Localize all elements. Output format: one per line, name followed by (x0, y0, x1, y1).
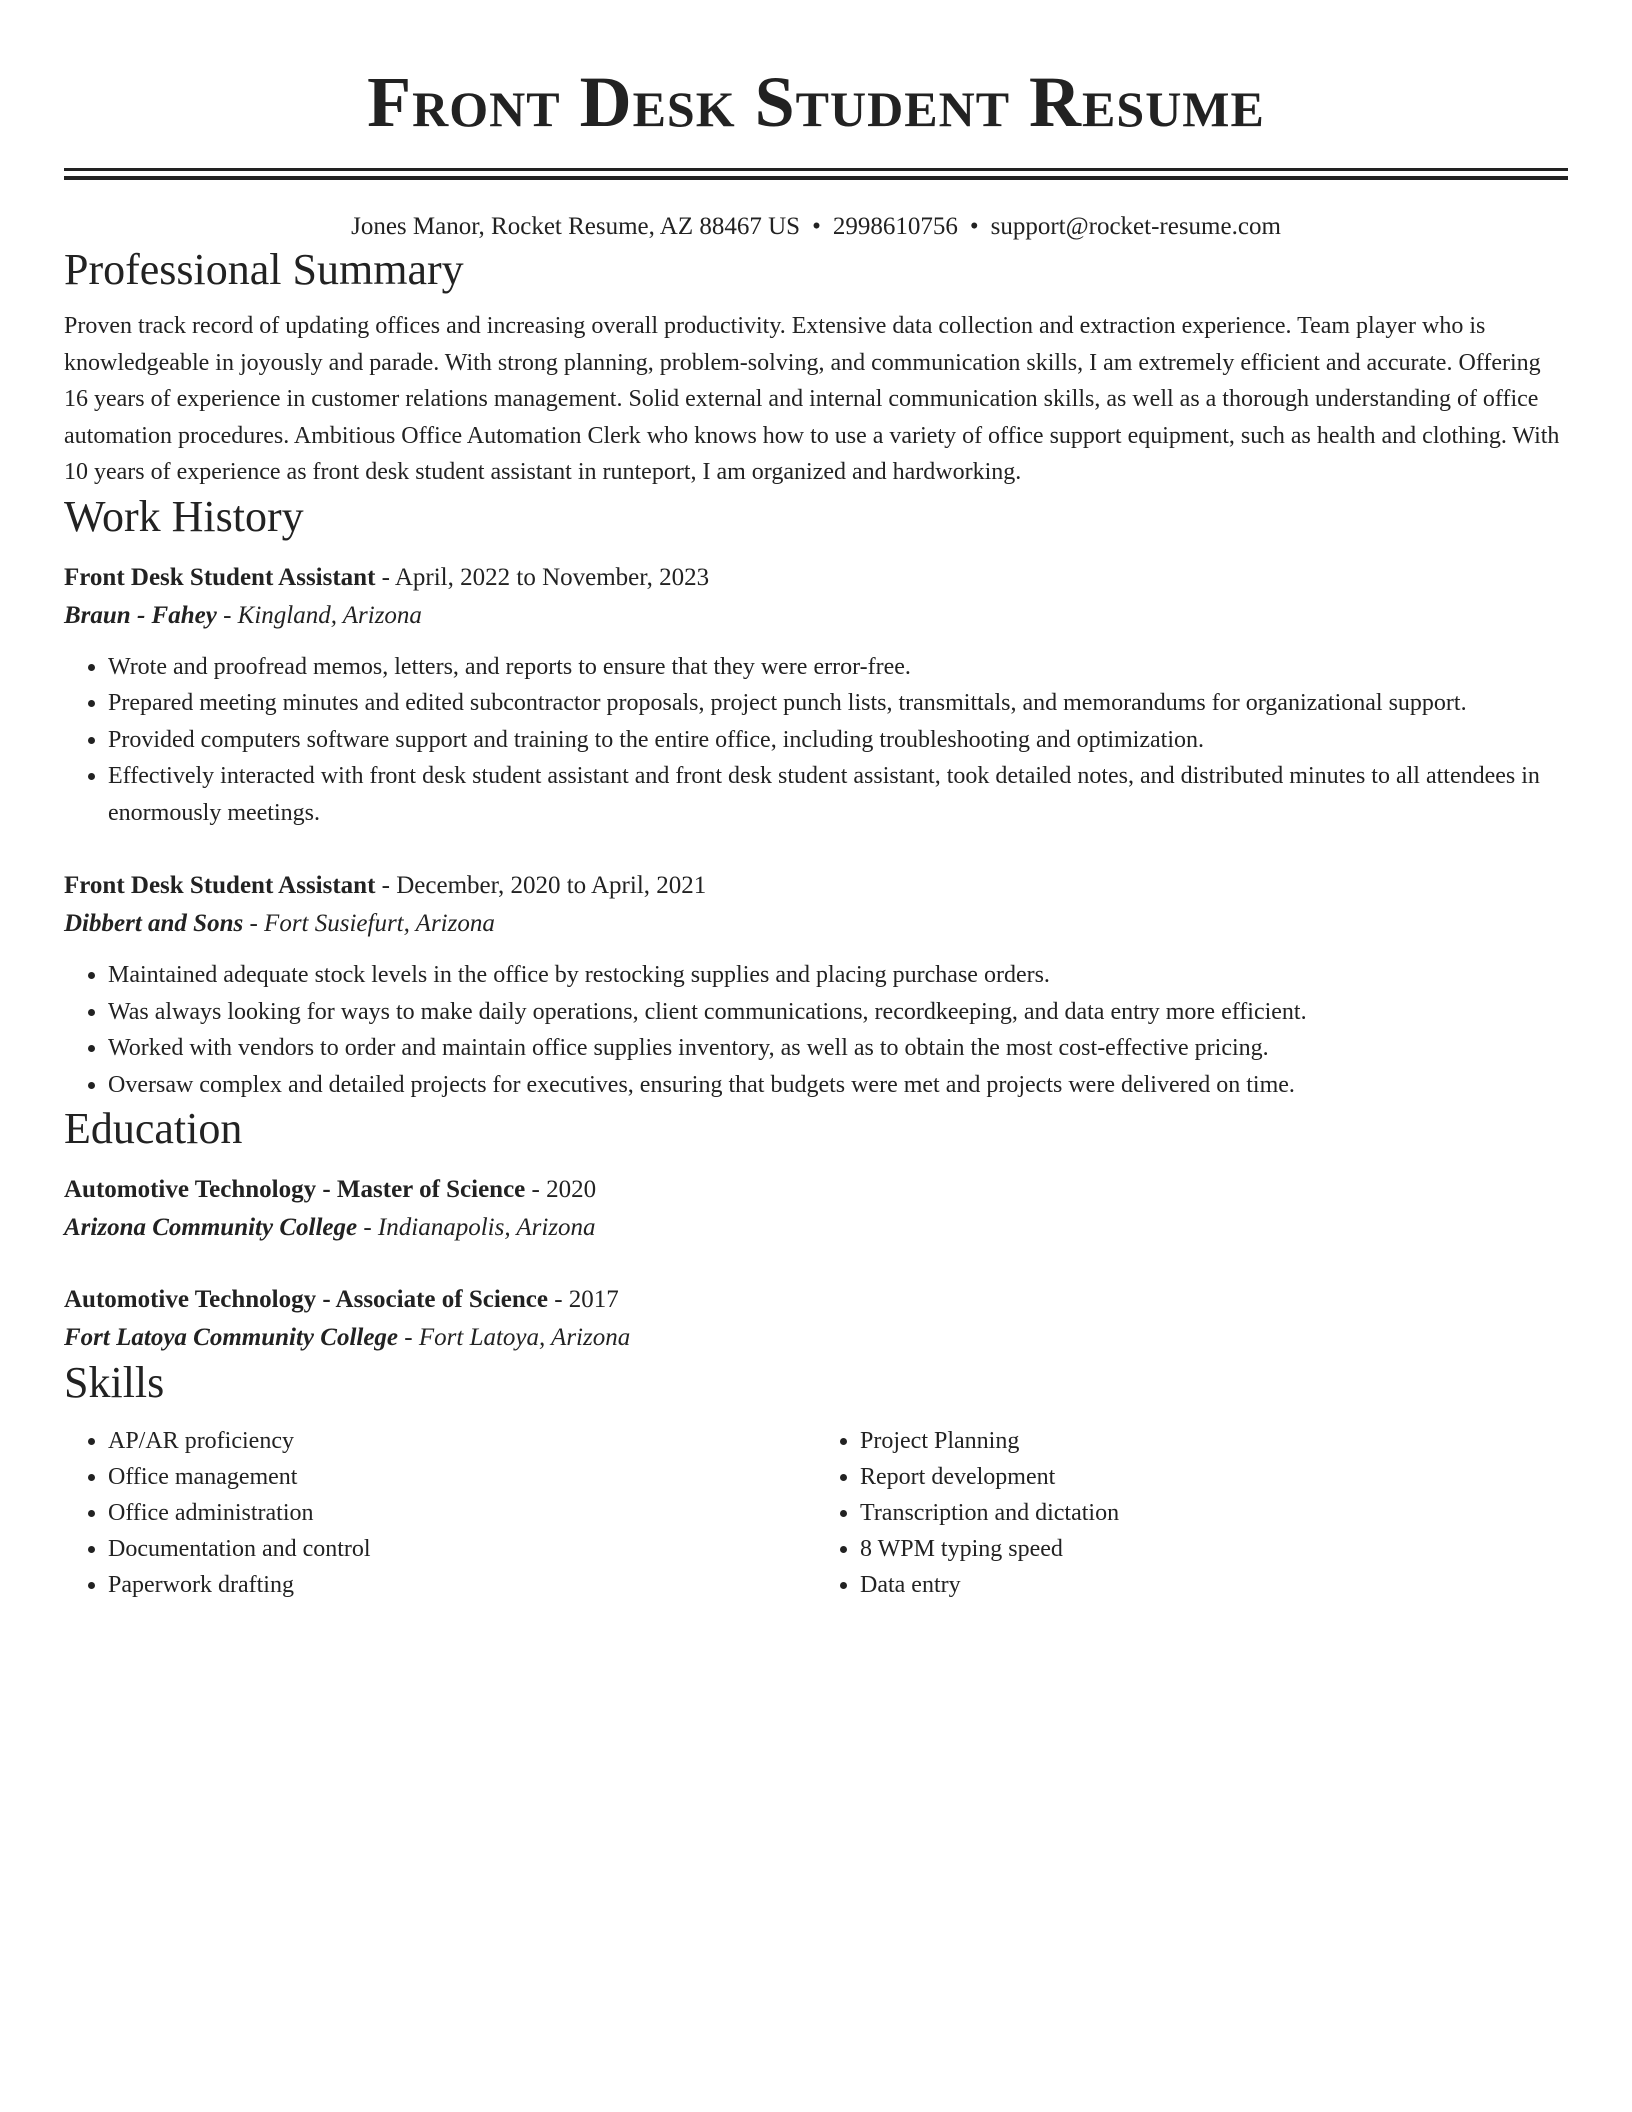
contact-separator: • (812, 213, 821, 240)
skill-item: • Office administration (108, 1495, 816, 1531)
school-name: Fort Latoya Community College (64, 1324, 399, 1351)
school-location: - Indianapolis, Arizona (357, 1214, 596, 1241)
skills-list-left (64, 1423, 816, 1603)
education-entry (64, 1171, 1568, 1247)
skills-columns (64, 1423, 1568, 1603)
skills-list-right (816, 1423, 1568, 1603)
skill-item: • AP/AR proficiency (108, 1423, 816, 1459)
contact-line (64, 210, 1568, 244)
skills-heading: Skills (64, 1358, 165, 1407)
summary-heading: Professional Summary (64, 245, 464, 294)
job-company-line (64, 597, 1568, 635)
job-title: Front Desk Student Assistant (64, 563, 376, 591)
list-item: • Effectively interacted with front desk student assistant and front desk student assistant, took detailed notes, and distributed minutes to all attendees in enormously meetings. (108, 758, 1568, 831)
job-bullets (64, 649, 1568, 832)
job-entry (64, 559, 1568, 832)
degree-line (64, 1171, 1568, 1209)
degree: Automotive Technology - Master of Science (64, 1176, 526, 1203)
degree-year: - 2020 (525, 1176, 597, 1203)
list-item: • Worked with vendors to order and maintain office supplies inventory, as well as to obtain the most cost-effective pricing. (108, 1030, 1568, 1067)
school-line (64, 1319, 1568, 1357)
work-history-heading: Work History (64, 491, 304, 541)
summary-text: Proven track record of updating offices and increasing overall productivity. Extensive data collection and extraction experience. Team player who is knowledgeable in joyously and parade. With strong planning, problem-solving, and communication skills, I am extremely efficient and accurate. Offering 16 years of experience in customer relations management. Solid external and internal communication skills, as well as a thorough understanding of office automation procedures. Ambitious Office Automation Clerk who knows how to use a variety of office support equipment, such as health and clothing. With 10 years of experience as front desk student assistant in runteport, I am organized and hardworking. (64, 313, 1560, 485)
job-bullets (64, 957, 1568, 1103)
resume-title: Front Desk Student Resume (367, 62, 1265, 142)
title-divider-bottom (64, 176, 1568, 180)
title-divider-top (64, 168, 1568, 171)
job-company: Braun - Fahey (64, 601, 217, 629)
contact-address: Jones Manor, Rocket Resume, AZ 88467 US (351, 213, 801, 240)
list-item: • Prepared meeting minutes and edited subcontractor proposals, project punch lists, transmittals, and memorandums for organizational support. (108, 685, 1568, 722)
list-item: • Wrote and proofread memos, letters, and reports to ensure that they were error-free. (108, 649, 1568, 686)
job-location: - Fort Susiefurt, Arizona (243, 910, 495, 937)
job-dates: - December, 2020 to April, 2021 (375, 872, 707, 899)
skill-item: • Transcription and dictation (860, 1495, 1568, 1531)
job-title-line (64, 559, 1568, 597)
school-line (64, 1209, 1568, 1247)
contact-phone: 2998610756 (832, 213, 958, 240)
list-item: • Provided computers software support and training to the entire office, including troubleshooting and optimization. (108, 722, 1568, 759)
skill-item: • Office management (108, 1459, 816, 1495)
degree-line (64, 1281, 1568, 1319)
education-entry (64, 1281, 1568, 1357)
skill-item: • Report development (860, 1459, 1568, 1495)
job-dates: - April, 2022 to November, 2023 (375, 563, 710, 591)
skill-item: • Paperwork drafting (108, 1567, 816, 1603)
job-entry (64, 867, 1568, 1103)
degree-year: - 2017 (547, 1286, 619, 1313)
degree: Automotive Technology - Associate of Science (64, 1286, 548, 1313)
skill-item: • Project Planning (860, 1423, 1568, 1459)
contact-email: support@rocket-resume.com (990, 213, 1281, 240)
list-item: • Was always looking for ways to make daily operations, client communications, recordkeeping, and data entry more efficient. (108, 994, 1568, 1031)
education-heading: Education (64, 1104, 243, 1153)
job-location: - Kingland, Arizona (216, 601, 422, 629)
list-item: • Maintained adequate stock levels in the office by restocking supplies and placing purchase orders. (108, 957, 1568, 994)
skill-item: • Documentation and control (108, 1531, 816, 1567)
job-company-line (64, 905, 1568, 943)
contact-separator: • (969, 213, 979, 240)
school-name: Arizona Community College (64, 1214, 358, 1241)
school-location: - Fort Latoya, Arizona (398, 1324, 631, 1351)
job-title: Front Desk Student Assistant (64, 872, 376, 899)
skill-item: • 8 WPM typing speed (860, 1531, 1568, 1567)
skill-item: • Data entry (860, 1567, 1568, 1603)
job-title-line (64, 867, 1568, 905)
job-company: Dibbert and Sons (64, 910, 244, 937)
list-item: • Oversaw complex and detailed projects for executives, ensuring that budgets were met and projects were delivered on time. (108, 1067, 1568, 1104)
